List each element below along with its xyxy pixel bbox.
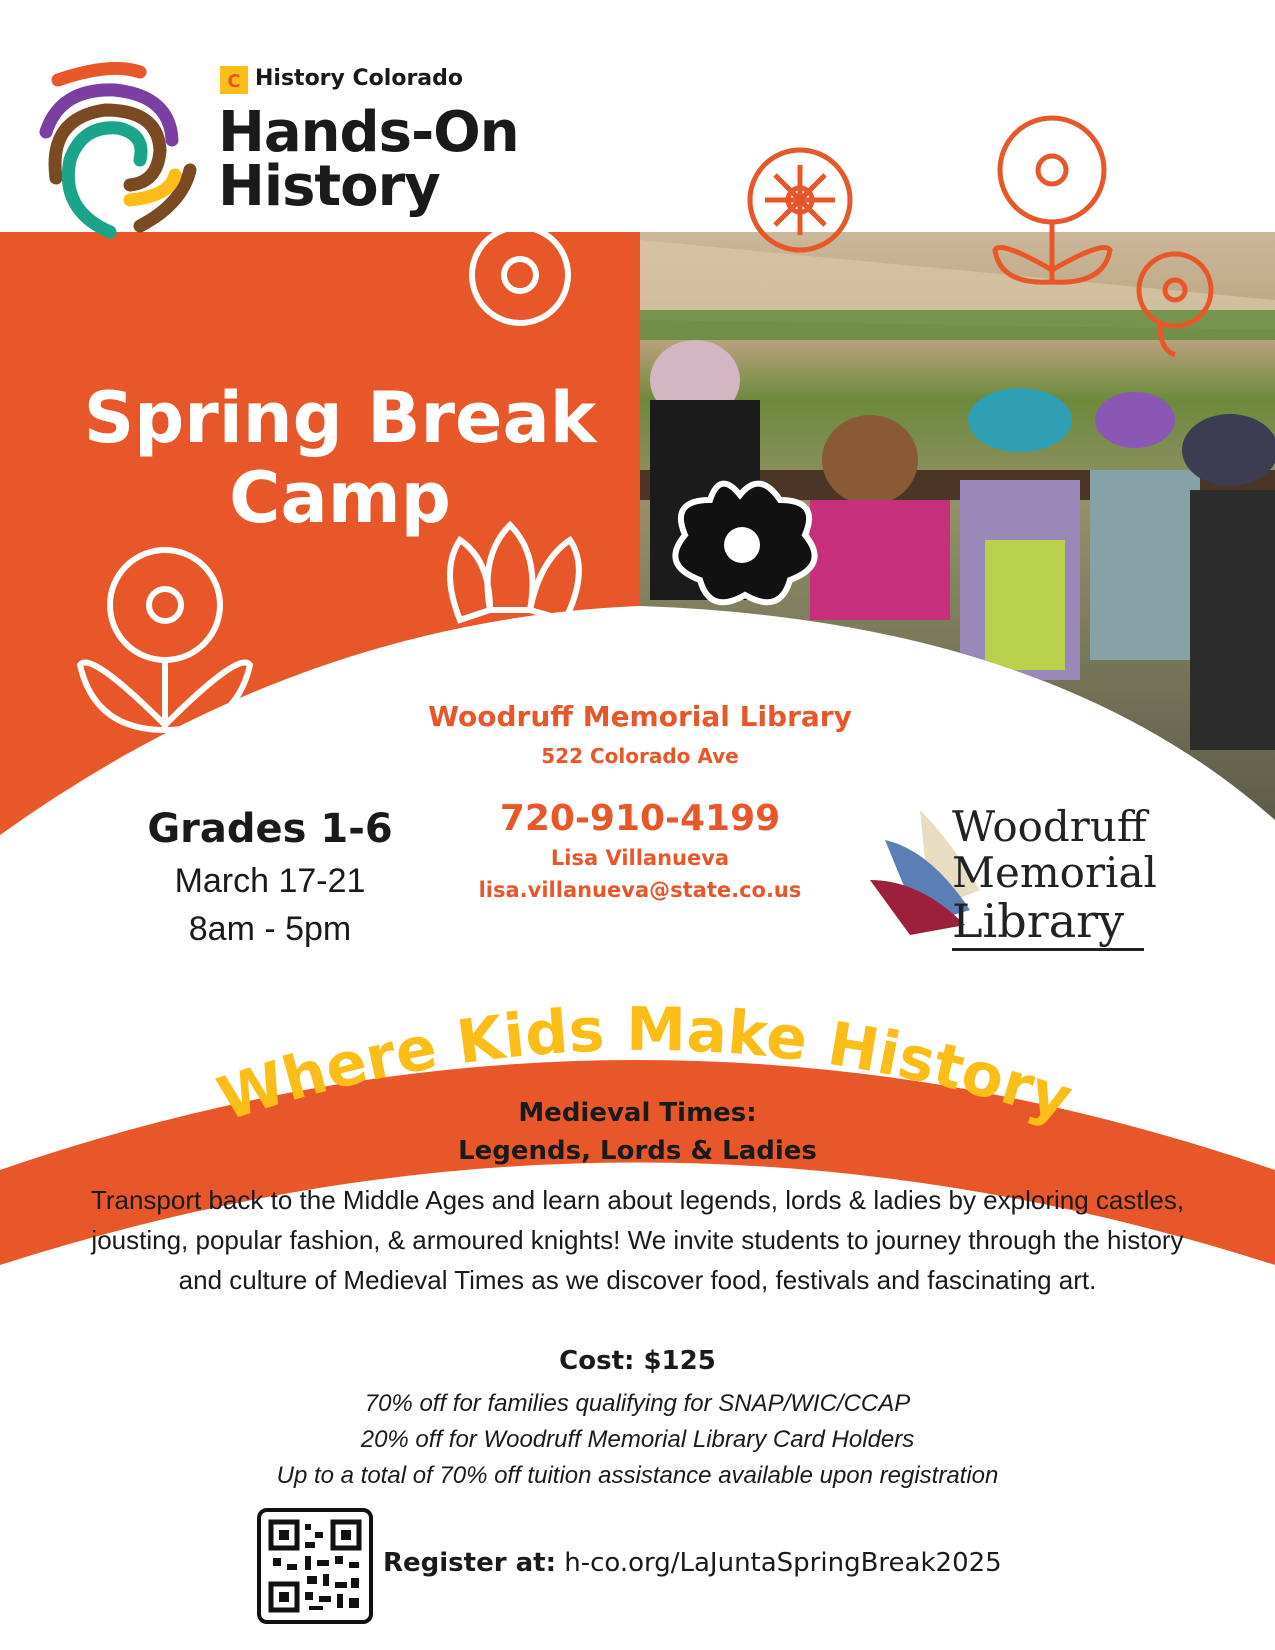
program-theme-line1: Medieval Times: bbox=[518, 1098, 757, 1128]
hands-on-history-title bbox=[218, 100, 519, 219]
camp-hours: 8am - 5pm bbox=[188, 910, 352, 948]
contact-email[interactable]: lisa.villanueva@state.co.us bbox=[478, 878, 802, 902]
camp-title-line2: Camp bbox=[229, 457, 451, 539]
register-label: Register at: bbox=[383, 1548, 556, 1578]
discount-item: 70% off for families qualifying for SNAP/WIC/CCAP bbox=[364, 1390, 911, 1417]
history-colorado-wordmark: History Colorado bbox=[255, 66, 464, 91]
library-logo-line3: Library bbox=[952, 894, 1144, 951]
qr-code-icon bbox=[261, 1512, 369, 1620]
camp-title bbox=[40, 378, 640, 538]
svg-text:C: C bbox=[227, 71, 241, 92]
register-line bbox=[383, 1548, 1002, 1578]
register-url[interactable]: h-co.org/LaJuntaSpringBreak2025 bbox=[564, 1548, 1002, 1578]
camp-title-line1: Spring Break bbox=[83, 377, 597, 459]
flower-outline-icon bbox=[750, 150, 850, 250]
camp-dates: March 17-21 bbox=[174, 862, 366, 900]
venue-name: Woodruff Memorial Library bbox=[428, 700, 852, 733]
program-theme-line2: Legends, Lords & Ladies bbox=[458, 1136, 817, 1166]
history-colorado-logo-icon bbox=[220, 66, 248, 94]
library-logo-line1: Woodruff bbox=[952, 802, 1147, 851]
program-cost: Cost: $125 bbox=[559, 1346, 716, 1376]
tagline-textpath: Where Kids Make History bbox=[209, 994, 1081, 1136]
registration-qr-code[interactable] bbox=[257, 1508, 373, 1624]
hands-on-history-swirl-icon bbox=[46, 68, 190, 232]
woodruff-library-logo bbox=[860, 790, 1200, 970]
grades-label: Grades 1-6 bbox=[147, 806, 393, 852]
brand-title-line1: Hands-On bbox=[218, 100, 519, 165]
contact-phone[interactable]: 720-910-4199 bbox=[499, 798, 781, 839]
venue-address: 522 Colorado Ave bbox=[541, 744, 739, 768]
discount-item: Up to a total of 70% off tuition assistance available upon registration bbox=[276, 1462, 999, 1489]
contact-name: Lisa Villanueva bbox=[550, 846, 730, 870]
discount-item: 20% off for Woodruff Memorial Library Card Holders bbox=[360, 1426, 915, 1453]
brand-title-line2: History bbox=[218, 154, 440, 219]
program-description: Transport back to the Middle Ages and learn about legends, lords & ladies by exploring castles, jousting, popular fashion, & armoured knights! We invite students to journey through the history and culture of Medieval Times as we discover food, festivals and fascinating art. bbox=[90, 1185, 1185, 1295]
library-logo-line2: Memorial bbox=[952, 848, 1157, 897]
